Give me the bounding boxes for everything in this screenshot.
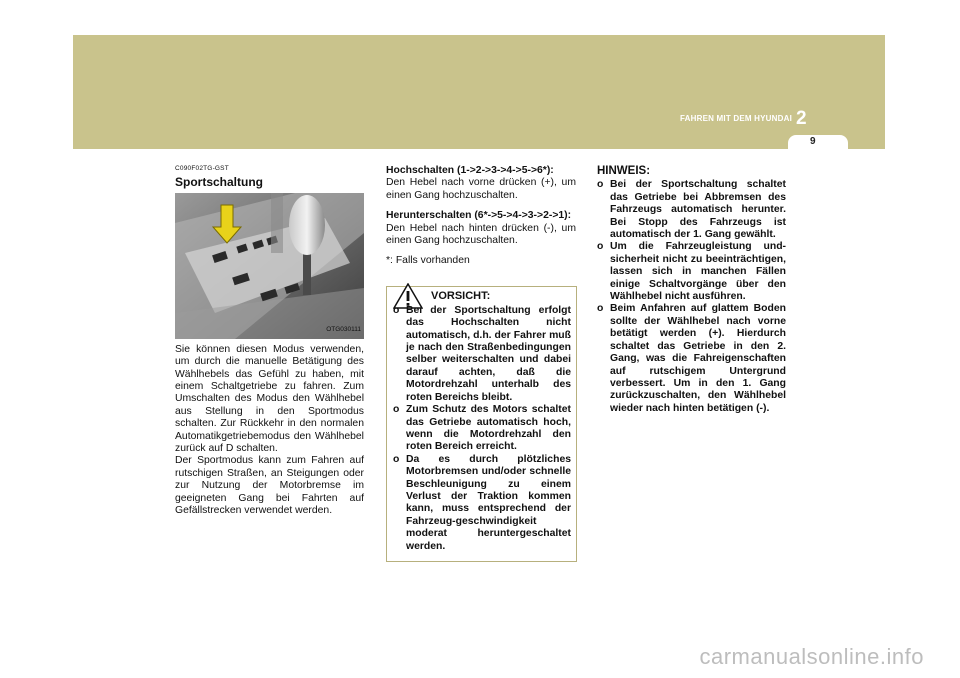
bullet-marker: o: [597, 179, 604, 191]
note-item: [597, 179, 786, 241]
note-title: HINWEIS:: [597, 165, 651, 177]
bullet-marker: o: [393, 304, 400, 316]
chapter-number: 2: [796, 108, 807, 129]
section-code: C090F02TG-GST: [175, 165, 229, 172]
downshift-heading: Herunterschalten (6*->5->4->3->2->1):: [386, 210, 572, 222]
section-title: Sportschaltung: [175, 175, 264, 190]
footnote: *: Falls vorhanden: [386, 255, 470, 267]
page-number: 9: [810, 136, 816, 147]
caution-item-text: Bei der Sportschaltung erfolgt das Hochschalten nicht automatisch, d.h. der Fahrer muß je nach den Straßenbedingungen selber weiterschalten und dabei darauf achten, daß die Motordrehzahl unterhalb des roten Bereichs bleibt.: [406, 304, 571, 403]
caution-item: [393, 404, 571, 454]
caution-item-text: Zum Schutz des Motors schaltet das Getriebe automatisch hoch, wenn die Motordrehzahl den roten Bereich erreicht.: [406, 404, 571, 453]
left-column: [175, 163, 364, 518]
middle-column: [386, 165, 576, 562]
bullet-marker: o: [393, 404, 400, 416]
page-number-tab: [788, 135, 848, 152]
note-item-text: Um die Fahrzeugleistung und-sicherheit nicht zu beeinträchtigen, lassen sich in manchen Fällen einige Schaltvorgänge über den Wählhebel nicht ausführen.: [610, 241, 786, 303]
caution-item-text: Da es durch plötzliches Motorbremsen und/oder schnelle Beschleunigung zu einem Verlust der Traktion kommen kann, muss entsprechend der Fahrzeug-geschwindigkeit moderat heruntergeschaltet werden.: [406, 453, 571, 552]
note-item-text: Beim Anfahren auf glattem Boden sollte der Wählhebel nach vorne betätigt werden (+). Hierdurch schaltet das Getriebe in den 2. Gang, was die Fahreigenschaften auf rutschigem Untergrund verbessert. Um in den 1. Gang zurückzuschalten, den Wählhebel wieder nach hinten betätigen (-).: [610, 303, 786, 414]
bullet-marker: o: [597, 241, 604, 253]
chapter-title: FAHREN MIT DEM HYUNDAI: [680, 114, 792, 123]
right-column: [597, 165, 786, 415]
watermark: carmanualsonline.info: [699, 644, 924, 669]
note-item: [597, 241, 786, 303]
caution-box: [386, 286, 577, 562]
bullet-marker: o: [393, 453, 400, 465]
note-item-text: Bei der Sportschaltung schaltet das Getriebe bei Abbremsen des Fahrzeugs automatisch herunter. Bei Stopp des Fahrzeugs ist automatisch der 1. Gang gewählt.: [610, 179, 786, 241]
upshift-heading: Hochschalten (1->2->3->4->5->6*):: [386, 165, 554, 176]
gear-lever-illustration: [175, 193, 364, 339]
body-paragraph-1: Sie können diesen Modus verwenden, um durch die manuelle Betätigung des Wählhebels das Gefühl zu haben, mit einem Schaltgetriebe zu fahren. Zum Umschalten des Modus den Wählhebel aus Stellung in den Sportmodus schalten. Zur Rückkehr in den normalen Automatikgetriebemodus den Wählhebel zurück auf D schalten.: [175, 343, 364, 455]
gear-lever-photo: [175, 193, 364, 339]
caution-item: [393, 454, 571, 553]
note-list: [597, 179, 786, 415]
caution-item: [393, 305, 571, 404]
note-item: [597, 303, 786, 415]
upshift-text: Den Hebel nach vorne drücken (+), um einen Gang hochzuschalten.: [386, 177, 576, 201]
caution-list: [393, 305, 571, 553]
bullet-marker: o: [597, 303, 604, 315]
downshift-text: Den Hebel nach hinten drücken (-), um einen Gang hochzuschalten.: [386, 222, 576, 247]
body-paragraph-2: Der Sportmodus kann zum Fahren auf rutschigen Straßen, an Steigungen oder zur Nutzung der Motorbremse im geeigneten Gang bei Fahrten auf Gefällstrecken verwendet werden.: [175, 455, 364, 517]
header-band: [73, 35, 885, 149]
image-code: OTG030111: [326, 326, 361, 334]
caution-title: VORSICHT:: [431, 289, 491, 302]
